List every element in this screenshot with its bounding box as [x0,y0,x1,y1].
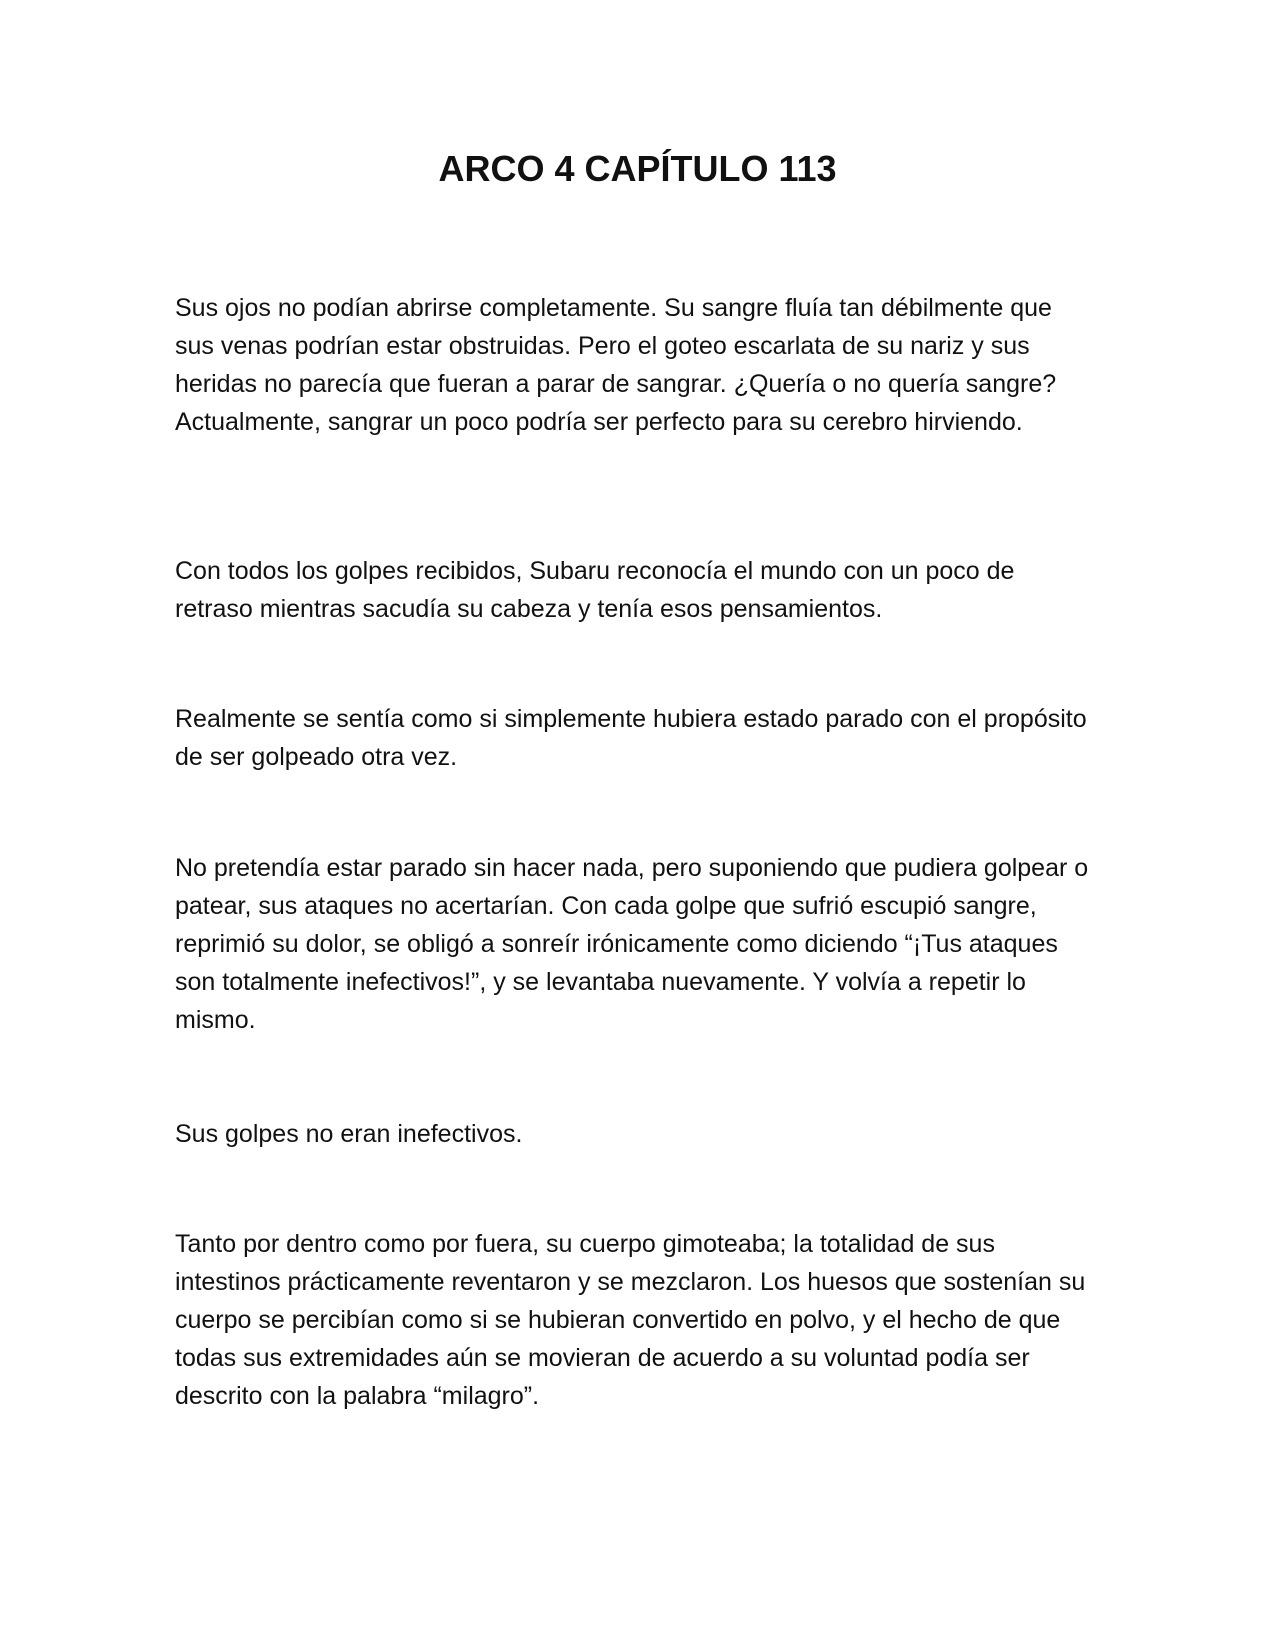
paragraph-3: Realmente se sentía como si simplemente hubiera estado parado con el propósito de ser golpeado otra vez. [175,705,1087,771]
paragraph-4: No pretendía estar parado sin hacer nada, pero suponiendo que pudiera golpear o patear, sus ataques no acertarían. Con cada golpe que sufrió escupió sangre, reprimió su dolor, se obligó a sonreír irónicamente como diciendo “¡Tus ataques son totalmente inefectivos!”, y se levantaba nuevamente. Y volvía a repetir lo mismo. [175,854,1089,1034]
paragraph-5: Sus golpes no eran inefectivos. [175,1120,523,1148]
paragraph-2: Con todos los golpes recibidos, Subaru reconocía el mundo con un poco de retraso mientras sacudía su cabeza y tenía esos pensamientos. [175,557,1015,623]
paragraph-1: Sus ojos no podían abrirse completamente. Su sangre fluía tan débilmente que sus venas podrían estar obstruidas. Pero el goteo escarlata de su nariz y sus heridas no parecía que fueran a parar de sangrar. ¿Quería o no quería sangre? Actualmente, sangrar un poco podría ser perfecto para su cerebro hirviendo. [175,294,1057,436]
chapter-title: ARCO 4 CAPÍTULO 113 [438,148,837,189]
paragraph-6: Tanto por dentro como por fuera, su cuerpo gimoteaba; la totalidad de sus intestinos prácticamente reventaron y se mezclaron. Los huesos que sostenían su cuerpo se percibían como si se hubieran convertido en polvo, y el hecho de que todas sus extremidades aún se movieran de acuerdo a su voluntad podía ser descrito con la palabra “milagro”. [175,1230,1086,1410]
